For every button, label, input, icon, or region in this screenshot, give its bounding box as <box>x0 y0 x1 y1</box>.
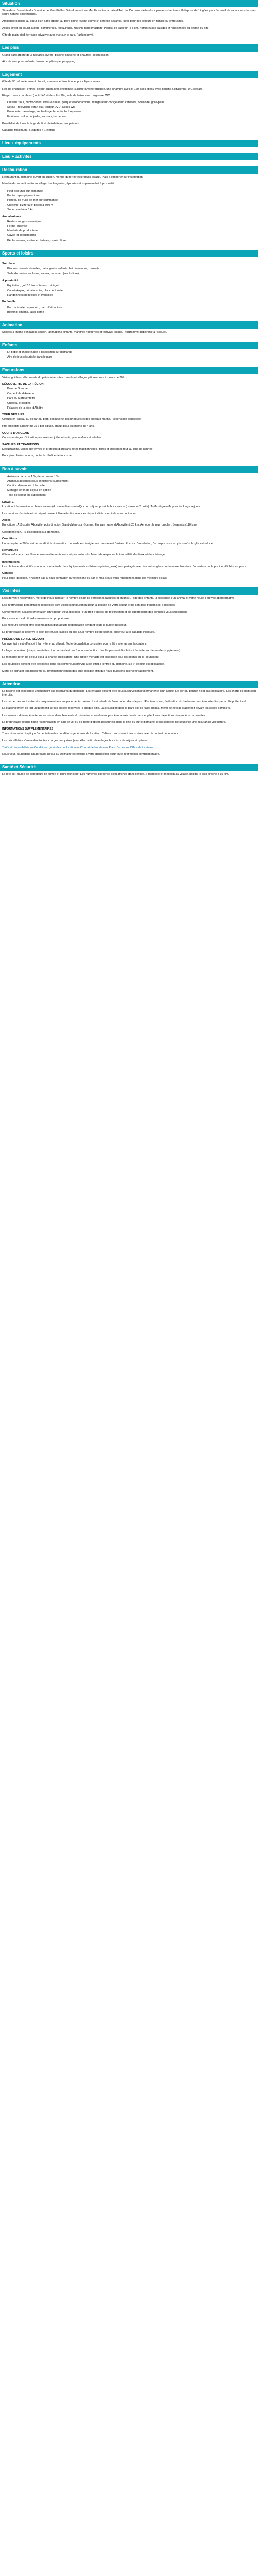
section-title-enfants: Enfants <box>0 342 258 349</box>
bullet-list <box>2 267 256 276</box>
page <box>0 0 258 781</box>
paragraph: Pour exercer ce droit, adressez-vous au propriétaire. <box>2 617 70 621</box>
list-item: • Plateau de fruits de mer sur commande <box>7 199 256 202</box>
list-item: • Parc du Marquenterre <box>7 397 256 400</box>
list-item: • Équitation, golf 18 trous, tennis, mini-golf <box>7 284 256 288</box>
list-item: • Crêperie, pizzeria et bistrot à 500 m <box>7 204 256 207</box>
list-item: • Ménage de fin de séjour en option <box>7 489 256 493</box>
paragraph: Pour toute question, n'hésitez pas à nous contacter par téléphone ou par e-mail. Nous vous répondrons dans les meilleurs délais. <box>2 577 168 580</box>
list-item: • Caution demandée à l'arrivée <box>7 484 256 488</box>
bullet-list <box>2 220 256 243</box>
section-title-logement: Logement <box>0 71 258 78</box>
paragraph: Les poubelles doivent être déposées dans les conteneurs prévus à cet effet à l'entrée du domaine. Le tri sélectif est obligatoire. <box>2 663 165 666</box>
info-link[interactable]: Contrat de location <box>80 745 105 749</box>
paragraph: Gîte non-fumeur. Les fêtes et rassemblements ne sont pas autorisés. Merci de respecter la tranquillité des lieux et du voisinage. <box>2 553 166 557</box>
paragraph: Nous vous souhaitons un agréable séjour au Domaine et restons à votre disposition pour toute information complémentaire. <box>2 752 160 756</box>
paragraph: Gîte de plain-pied, terrasse privative avec vue sur le parc. Parking privé. <box>2 33 94 37</box>
info-link[interactable]: Conditions générales de location <box>34 745 76 749</box>
list-item: • Animaux acceptés sous conditions (supplément) <box>7 480 256 483</box>
section-body <box>0 160 258 163</box>
list-item: • Panier repas pique-nique <box>7 194 256 198</box>
list-item: • Baie de Somme <box>7 387 256 391</box>
link-group: Tarifs et disponibilités — Conditions générales de location — Contrat de location — Plan d'accès — Office de tourisme <box>2 745 153 749</box>
list-item: • Buanderie : lave-linge, sèche-linge, fer et table à repasser <box>7 110 256 114</box>
paragraph: Les barbecues sont autorisés uniquement aux emplacements prévus. Il est interdit de faire du feu dans le parc. Par temps sec, l'utilisation du barbecue peut être interdite par arrêté préfectoral. <box>2 700 247 704</box>
paragraph: Un inventaire est effectué à l'arrivée et au départ. Toute dégradation constatée pourra être retenue sur la caution. <box>2 642 147 646</box>
list-item: • Cathédrale d'Amiens <box>7 392 256 396</box>
paragraph: Prix indicatifs à partir de 25 € par adulte, gratuit pour les moins de 4 ans. <box>2 425 95 428</box>
paragraph: Le propriétaire décline toute responsabilité en cas de vol ou de perte d'objets personnels dans le gîte ou sur le domaine. Il est conseillé de souscrire une assurance villégiature. <box>2 720 227 724</box>
paragraph: En voiture : A16 sortie Abbeville, puis direction Saint-Valery-sur-Somme. En train : gare d'Abbeville à 20 km. Aéroport le plus proche : Beauvais (110 km). <box>2 523 198 527</box>
paragraph: Ambiance paisible au cœur d'un parc arboré, au bord d'une rivière, calme et sérénité garantis. Idéal pour des séjours en famille ou entre amis. <box>2 20 184 23</box>
section-body <box>0 771 258 781</box>
paragraph: Le gîte est équipé de détecteurs de fumée et d'un extincteur. Les numéros d'urgence sont affichés dans l'entrée. Pharmacie et médecin au village, hôpital le plus proche à 15 km. <box>2 773 229 776</box>
paragraph: Dégustations, visites de fermes et d'ateliers d'artisans, fêtes traditionnelles, foires et brocantes tout au long de l'année. <box>2 448 153 451</box>
section-title-attention: Attention <box>0 681 258 688</box>
section-body <box>0 257 258 318</box>
section-body <box>0 52 258 68</box>
subheading: LUXOTE <box>2 500 14 504</box>
section-body <box>0 374 258 463</box>
paragraph: Le ménage de fin de séjour est à la charge du locataire. Une option ménage est proposée pour les clients qui le souhaitent. <box>2 656 160 659</box>
subheading: SAVEURS ET TRADITIONS <box>2 443 39 446</box>
paragraph: Aire de jeux pour enfants, terrain de pétanque, ping-pong. <box>2 60 76 64</box>
list-item: • Marchés de producteurs <box>7 229 256 233</box>
section-body <box>0 174 258 247</box>
list-item: • Ferme auberge <box>7 225 256 228</box>
paragraph: Un acompte de 30 % est demandé à la réservation. Le solde est à régler un mois avant l'arrivée. En cas d'annulation, l'acompte reste acquis sauf si le gîte est reloué. <box>2 542 214 546</box>
list-item: • Caves et dégustations <box>7 234 256 238</box>
paragraph: Marché du samedi matin au village, boulangeries, épiceries et supermarché à proximité. <box>2 182 115 186</box>
subheading: TOUR DES ÎLES <box>2 413 24 416</box>
paragraph: Pour plus d'informations, contactez l'office de tourisme. <box>2 454 73 458</box>
paragraph: Merci de signaler tout problème ou dysfonctionnement dès que possible afin que nous puissions intervenir rapidement. <box>2 669 154 673</box>
list-item: • Aire de jeux sécurisée dans le parc <box>7 355 256 359</box>
paragraph: Le stationnement se fait uniquement sur les places réservées à chaque gîte. La circulation dans le parc doit se faire au pas. Merci de ne pas stationner devant les accès pompiers. <box>2 707 231 710</box>
list-item: • Bowling, cinéma, laser game <box>7 311 256 314</box>
subheading: DÉCOUVERTE DE LA RÉGION <box>2 382 44 386</box>
paragraph: Les prix affichés s'entendent toutes charges comprises (eau, électricité, chauffage), hors taxe de séjour et options. <box>2 739 148 742</box>
section-body <box>0 595 258 677</box>
section-title-lieux: Lieu + équipements <box>0 140 258 147</box>
list-item: • Pêche en mer, sorties en bateau, ostréiculture <box>7 239 256 243</box>
section-body <box>0 147 258 150</box>
paragraph: Les photos et descriptifs sont non contractuels. Les équipements extérieurs (piscine, jeux) sont partagés avec les autres gîtes du domaine. Horaires d'ouverture de la piscine affichés sur place. <box>2 565 247 568</box>
list-item: • Taxe de séjour en supplément <box>7 494 256 497</box>
section-title-vos-infos: Vos infos <box>0 587 258 595</box>
section-body <box>0 329 258 338</box>
paragraph: Situé dans l'enceinte du Domaine de Vers Pielles Saint-Laurent sur Mer Il domine la baie d'Ault. Le Domaine s'étend sur plusieurs hectares. Il dispose de 14 gîtes pour l'accueil de vacanciers dans un cadre naturel exceptionnel. <box>2 9 257 16</box>
section-title-animation: Animation <box>0 321 258 329</box>
paragraph: Coordonnées GPS disponibles sur demande. <box>2 530 60 534</box>
list-item: • Séjour : télévision écran plat, lecteur DVD, accès WiFi <box>7 106 256 109</box>
subheading: COURS D'ANGLAIS <box>2 431 29 435</box>
section-title-activites: Lieu + activités <box>0 153 258 160</box>
list-item: • Falaises de la côte d'Albâtre <box>7 406 256 410</box>
paragraph: Les mineurs doivent être accompagnés d'un adulte responsable pendant toute la durée du séjour. <box>2 624 127 628</box>
section-title-restauration: Restauration <box>0 166 258 174</box>
list-item: • Salle de remise en forme, sauna, hammam (accès libre) <box>7 272 256 276</box>
section-title-sports: Sports et loisirs <box>0 250 258 257</box>
paragraph: Location à la semaine en haute saison (du samedi au samedi), court séjour possible hors saison (minimum 2 nuits). Tarifs dégressifs pour les longs séjours. <box>2 505 201 509</box>
subheading: Contact <box>2 572 13 575</box>
subheading: En famille <box>2 300 16 304</box>
list-item: • Restaurant gastronomique <box>7 220 256 224</box>
section-title-bon-a-savoir: Bon à savoir <box>0 466 258 473</box>
paragraph: Les informations personnelles recueillies sont utilisées uniquement pour la gestion de votre séjour et ne sont pas transmises à des tiers. <box>2 603 176 607</box>
section-body <box>0 78 258 137</box>
section-title-excursions: Excursions <box>0 367 258 374</box>
section-title-situation: Situation <box>0 0 258 7</box>
paragraph: Capacité maximum : 6 adultes + 1 enfant <box>2 129 55 132</box>
subheading: Informations <box>2 560 20 564</box>
bullet-list <box>2 101 256 119</box>
subheading: Sur place <box>2 262 15 265</box>
section-body <box>0 349 258 363</box>
section-body <box>0 473 258 585</box>
paragraph: Le linge de maison (draps, serviettes, torchons) n'est pas fourni sauf option. Les lits peuvent être faits à l'arrivée sur demande (supplément). <box>2 649 181 653</box>
bullet-list <box>2 284 256 298</box>
subheading: Accès <box>2 519 11 522</box>
paragraph: Les animaux doivent être tenus en laisse dans l'enceinte du domaine et ne doivent pas être laissés seuls dans le gîte. Leurs déjections doivent être ramassées. <box>2 714 206 717</box>
subheading: INFORMATIONS SUPPLÉMENTAIRES <box>2 727 54 731</box>
info-link[interactable]: Tarifs et disponibilités <box>2 745 30 749</box>
paragraph: Grand parc arboré de 3 hectares, rivière, piscine couverte et chauffée (selon saison). <box>2 54 111 57</box>
paragraph: Accès direct au bourg à pied : commerces, restaurants, marché hebdomadaire. Plages de sable fin à 5 km. Nombreuses balades et randonnées au départ du gîte. <box>2 26 210 30</box>
paragraph: Possibilité de louer le linge de lit et de toilette en supplément. <box>2 122 80 125</box>
subheading: Remarques <box>2 549 18 552</box>
subheading: Aux alentours <box>2 215 22 218</box>
paragraph: Le propriétaire se réserve le droit de refuser l'accès au gîte à un nombre de personnes supérieur à la capacité indiquée. <box>2 631 155 634</box>
paragraph: Les horaires d'arrivée et de départ peuvent être adaptés selon les disponibilités, merci de nous contacter. <box>2 512 137 515</box>
list-item: • Piscine couverte chauffée, pataugeoire enfants, bain à remous, transats <box>7 267 256 271</box>
list-item: • Randonnées pédestres et cyclables <box>7 294 256 297</box>
list-item: • Supermarché à 3 km <box>7 208 256 212</box>
paragraph: Toute réservation implique l'acceptation des conditions générales de location. Celles-ci vous seront transmises avec le contrat de location. <box>2 732 179 736</box>
paragraph: La piscine est accessible uniquement aux locataires du domaine. Les enfants doivent être sous la surveillance permanente d'un adulte. Le port du bonnet n'est pas obligatoire. Les shorts de bain sont interdits. <box>2 689 257 697</box>
paragraph: Soirées à thème pendant la saison, animations enfants, marchés nocturnes et festivals locaux. Programme disponible à l'accueil. <box>2 330 167 334</box>
bullet-list <box>2 306 256 314</box>
section-title-les-plus: Les plus <box>0 44 258 52</box>
bullet-list <box>2 190 256 212</box>
info-link[interactable]: Office de tourisme <box>130 745 153 749</box>
paragraph: Circuits en bateau au départ du port, découverte des phoques et des oiseaux marins. Réservation conseillée. <box>2 418 142 421</box>
paragraph: Conformément à la réglementation en vigueur, vous disposez d'un droit d'accès, de rectification et de suppression des données vous concernant. <box>2 610 188 614</box>
list-item: • Château et jardins <box>7 402 256 405</box>
list-item: • Lit bébé et chaise haute à disposition sur demande <box>7 351 256 354</box>
paragraph: Lors de votre réservation, merci de nous indiquer le nombre exact de personnes (adultes et enfants), l'âge des enfants, la présence d'un animal et votre heure d'arrivée approximative. <box>2 597 235 600</box>
list-item: • Cuisine : four, micro-ondes, lave-vaisselle, plaque vitrocéramique, réfrigérateur-congélateur, cafetière, bouilloire, grille-pain <box>7 101 256 105</box>
subheading: PRÉCISIONS SUR LE SÉJOUR <box>2 637 44 641</box>
paragraph: Gîte de 90 m² entièrement rénové, lumineux et fonctionnel pour 6 personnes. <box>2 80 101 84</box>
list-item: • Canoë-kayak, pédalo, voile, planche à voile <box>7 289 256 293</box>
info-link[interactable]: Plan d'accès <box>109 745 125 749</box>
list-item: • Petit-déjeuner sur demande <box>7 190 256 193</box>
list-item: • Arrivée à partir de 16h, départ avant 10h <box>7 475 256 479</box>
subheading: À proximité <box>2 279 18 282</box>
list-item: • Parc animalier, aquarium, parc d'attractions <box>7 306 256 310</box>
list-item: • Extérieur : salon de jardin, transats, barbecue <box>7 115 256 119</box>
subheading: Conditions <box>2 537 18 540</box>
bullet-list <box>2 475 256 498</box>
paragraph: Visites guidées, découverte du patrimoine, sites classés et villages pittoresques à moins de 30 km. <box>2 376 128 379</box>
paragraph: Étage : deux chambres (un lit 140 et deux lits 90), salle de bains avec baignoire, WC. <box>2 94 111 97</box>
paragraph: Cours ou stages d'initiation proposés en juillet et août, pour enfants et adultes. <box>2 436 102 439</box>
bullet-list <box>2 387 256 410</box>
paragraph: Rez-de-chaussée : entrée, séjour-salon avec cheminée, cuisine ouverte équipée, une chambre avec lit 160, salle d'eau avec douche à l'italienne, WC séparé. <box>2 87 203 91</box>
section-title-sante: Santé et Sécurité <box>0 764 258 771</box>
section-body <box>0 688 258 760</box>
section-body <box>0 7 258 41</box>
bullet-list <box>2 351 256 359</box>
paragraph: Restaurant du domaine ouvert en saison, menus du terroir et produits locaux. Plats à emporter sur réservation. <box>2 176 144 179</box>
